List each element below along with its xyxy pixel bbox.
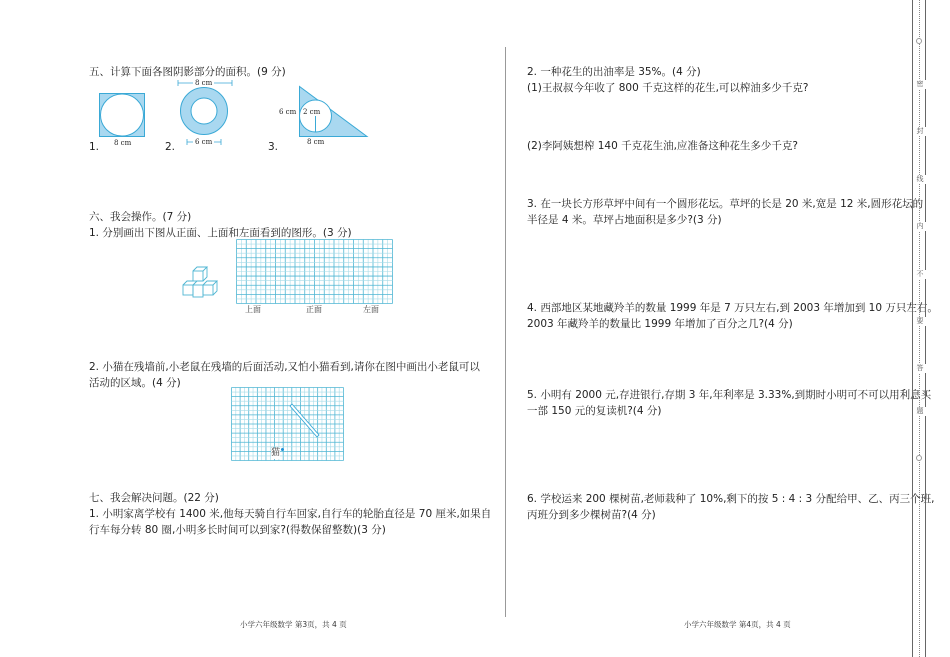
- cubes-figure-icon: [181, 267, 223, 301]
- q2-line1: 2. 一种花生的出油率是 35%。(4 分): [527, 66, 701, 78]
- section7-heading: 七、我会解决问题。(22 分): [89, 492, 219, 504]
- figure-2-number: 2.: [165, 141, 176, 153]
- grid-label-front-view: 正面: [306, 305, 322, 314]
- grid-label-left-view: 左面: [363, 305, 379, 314]
- margin-char: 内: [914, 222, 926, 231]
- binding-margin: [912, 0, 926, 657]
- q2-sub1: (1)王叔叔今年收了 800 千克这样的花生,可以榨油多少千克?: [527, 82, 809, 94]
- q4-line2: 2003 年藏羚羊的数量比 1999 年增加了百分之几?(4 分): [527, 318, 793, 330]
- grid-label-top-view: 上面: [245, 305, 261, 314]
- section5-heading: 五、计算下面各图阴影部分的面积。(9 分): [89, 66, 286, 78]
- section7-q1-line2: 行车每分转 80 圈,小明多长时间可以到家?(得数保留整数)(3 分): [89, 524, 386, 536]
- binding-hole-icon: [916, 455, 922, 461]
- margin-char: 封: [914, 127, 926, 136]
- left-page-footer: 小学六年级数学 第3页，共 4 页: [240, 620, 347, 629]
- page-divider: [505, 47, 506, 617]
- q3-line1: 3. 在一块长方形草坪中间有一个圆形花坛。草坪的长是 20 米,宽是 12 米,圆形花坛的: [527, 198, 924, 210]
- q6-line2: 丙班分到多少棵树苗?(4 分): [527, 509, 656, 521]
- margin-char: 密: [914, 80, 926, 89]
- figure-3-radius-label: 2 cm: [303, 108, 321, 116]
- drawing-grid-views[interactable]: [236, 239, 393, 304]
- margin-char: 线: [914, 175, 926, 184]
- cat-label: 猫: [271, 448, 281, 458]
- q5-line2: 一部 150 元的复读机?(4 分): [527, 405, 662, 417]
- figure-2-outer-label: 8 cm: [195, 79, 213, 87]
- margin-char: 题: [914, 407, 926, 416]
- cat-position-dot: [281, 448, 284, 451]
- drawing-grid-mouse-area[interactable]: [231, 387, 344, 461]
- section6-heading: 六、我会操作。(7 分): [89, 211, 192, 223]
- section6-q2-line1: 2. 小猫在残墙前,小老鼠在残墙的后面活动,又怕小猫看到,请你在图中画出小老鼠可以: [89, 361, 480, 373]
- q5-line1: 5. 小明有 2000 元,存进银行,存期 3 年,年利率是 3.33%,到期时小明可不可以用利息买: [527, 389, 932, 401]
- margin-char: 要: [914, 317, 926, 326]
- figure-3-base-label: 8 cm: [307, 138, 325, 146]
- figure-1-square-circle: [99, 93, 145, 137]
- wall-icon: [289, 404, 321, 438]
- figure-1-number: 1.: [89, 141, 100, 153]
- figure-1-label: 8 cm: [114, 139, 132, 147]
- section6-q2-line2: 活动的区域。(4 分): [89, 377, 181, 389]
- q3-line2: 半径是 4 米。草坪占地面积是多少?(3 分): [527, 214, 722, 226]
- section7-q1-line1: 1. 小明家离学校有 1400 米,他每天骑自行车回家,自行车的轮胎直径是 70 厘米,如果自: [89, 508, 492, 520]
- right-page-footer: 小学六年级数学 第4页，共 4 页: [684, 620, 791, 629]
- q6-line1: 6. 学校运来 200 棵树苗,老师栽种了 10%,剩下的按 5 : 4 : 3 分配给甲、乙、丙三个班,: [527, 493, 935, 505]
- figure-2-inner-label: 6 cm: [195, 138, 213, 146]
- section6-q1-text: 1. 分别画出下图从正面、上面和左面看到的图形。(3 分): [89, 227, 352, 239]
- q4-line1: 4. 西部地区某地藏羚羊的数量 1999 年是 7 万只左右,到 2003 年增加到 10 万只左右。: [527, 302, 938, 314]
- seal-dotted-line: [919, 0, 920, 657]
- margin-char: 答: [914, 364, 926, 373]
- q2-sub2: (2)李阿姨想榨 140 千克花生油,应准备这种花生多少千克?: [527, 140, 798, 152]
- margin-char: 不: [914, 270, 926, 279]
- figure-3-number: 3.: [268, 141, 279, 153]
- binding-hole-icon: [916, 38, 922, 44]
- figure-3-side-label: 6 cm: [279, 108, 297, 116]
